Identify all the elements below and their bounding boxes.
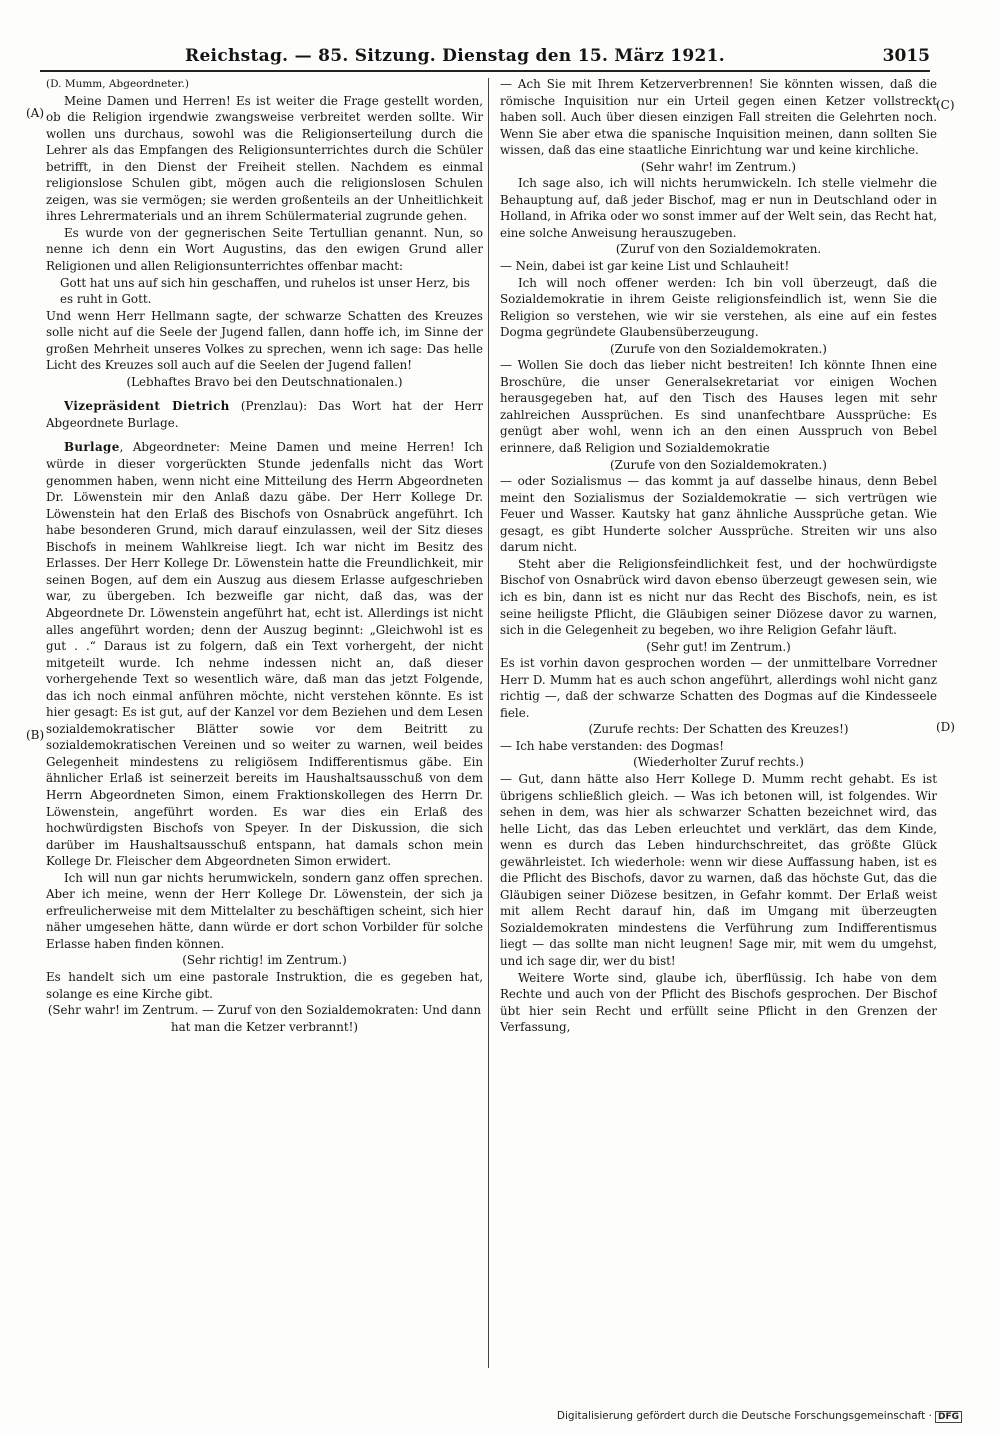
paragraph: Ich will nun gar nichts herumwickeln, sondern ganz offen sprechen. Aber ich meine, wenn der Herr Kollege Dr. Löwenstein, der sich ja erfreulicherweise mit dem Mittelalter zu beschäftigen scheint, sich hier näher umgesehen hätte, dann würde er dort schon Vorbilder für solche Erlasse haben finden können. [46, 870, 483, 951]
digitization-credit [557, 1410, 962, 1422]
speaker-turn [46, 398, 483, 431]
column-divider [488, 78, 489, 1368]
page-header [40, 46, 930, 72]
interjection: (Zuruf von den Sozialdemokraten. [615, 242, 822, 257]
interjection: (Sehr gut! im Zentrum.) [646, 639, 791, 654]
paragraph: Es wurde von der gegnerischen Seite Tertullian genannt. Nun, so nenne ich denn ein Wort Augustins, das den ewigen Grund aller Religionen und allen Religionsunterrichtes offenbar macht: [46, 225, 483, 274]
credit-text: Digitalisierung gefördert durch die Deutsche Forschungsgemeinschaft · [556, 1410, 932, 1422]
spacer [46, 431, 483, 439]
right-column [500, 76, 937, 1366]
speaker-turn [46, 439, 483, 869]
speaker-name: Vizepräsident Dietrich [64, 399, 230, 414]
paragraph: Und wenn Herr Hellmann sagte, der schwarze Schatten des Kreuzes solle nicht auf die Seele der Jugend fallen, dann hoffe ich, im Sinne der großen Mehrheit unseres Volkes zu sprechen, wenn ich sage: Das helle Licht des Kreuzes soll auch auf die Seelen der Jugend fallen! [46, 308, 483, 373]
interjection: (Zurufe von den Sozialdemokraten.) [610, 341, 827, 356]
margin-marker-d: (D) [936, 720, 955, 734]
interjection: (Zurufe rechts: Der Schatten des Kreuzes!) [588, 722, 849, 737]
page-number: 3015 [882, 46, 930, 66]
interjection: (Sehr wahr! im Zentrum.) [640, 159, 797, 174]
interjection: (Wiederholter Zuruf rechts.) [633, 755, 804, 770]
interjection: (Zurufe von den Sozialdemokraten.) [610, 457, 827, 472]
dfg-logo: DFG [935, 1411, 962, 1423]
speaker-attribution: (D. Mumm, Abgeordneter.) [46, 78, 189, 90]
speaker-name: Burlage [64, 440, 120, 455]
spacer [46, 390, 483, 398]
paragraph: — Wollen Sie doch das lieber nicht bestreiten! Ich könnte Ihnen eine Broschüre, die unser Generalsekretariat vor einigen Wochen herausgegeben hat, auf den Tisch des Hauses legen mit sehr zahlreichen Aussprüchen. Es sind unanfechtbare Aussprüche: Es genügt aber wohl, wenn ich an den einen Ausspruch von Bebel erinnere, daß Religion und Sozialdemokratie [500, 358, 937, 456]
margin-marker-b: (B) [26, 728, 45, 742]
paragraph: — Ich habe verstanden: des Dogmas! [500, 738, 724, 753]
running-head: Reichstag. — 85. Sitzung. Dienstag den 15. März 1921. [185, 46, 725, 66]
paragraph: Es handelt sich um eine pastorale Instruktion, die es gegeben hat, solange es eine Kirche gibt. [46, 969, 483, 1001]
paragraph: — Ach Sie mit Ihrem Ketzerverbrennen! Sie könnten wissen, daß die römische Inquisition nur ein Urteil gegen einen Ketzer vollstreckt haben soll. Auch über diesen einzigen Fall streiten die Gelehrten noch. Wenn Sie aber etwa die spanische Inquisition meinen, dann sollten Sie wissen, daß das eine staatliche Einrichtung war und keine kirchliche. [500, 77, 937, 158]
interjection: (Sehr richtig! im Zentrum.) [182, 953, 347, 968]
quotation: Gott hat uns auf sich hin geschaffen, und ruhelos ist unser Herz, bis es ruht in Gott. [60, 275, 470, 307]
paragraph: Ich sage also, ich will nichts herumwickeln. Ich stelle vielmehr die Behauptung auf, daß jeder Bischof, mag er nun in Deutschland oder in Holland, in Afrika oder wo sonst immer auf der Welt sein, das Recht hat, eine solche Anweisung herauszugeben. [500, 176, 937, 240]
interjection: (Sehr wahr! im Zentrum. — Zuruf von den Sozialdemokraten: Und dann hat man die Ketzer verbrannt!) [47, 1003, 482, 1034]
paragraph: Steht aber die Religionsfeindlichkeit fest, und der hochwürdigste Bischof von Osnabrück wird davon ebenso überzeugt gewesen sein, wie ich es bin, dann ist es nicht nur das Recht des Bischofs, nein, es ist seine heiligste Pflicht, die Gläubigen seiner Diözese davor zu warnen, sich in die Gelegenheit zu begeben, wo ihre Religion Gefahr läuft. [500, 556, 937, 638]
speaker-text: (Prenzlau): Das Wort hat der Herr Abgeordnete Burlage. [46, 399, 483, 430]
paragraph: Weitere Worte sind, glaube ich, überflüssig. Ich habe von dem Rechte und auch von der Pflicht des Bischofs gesprochen. Der Bischof übt hier sein Recht und erfüllt seine Pflicht in den Grenzen der Verfassung, [500, 970, 937, 1035]
interjection: (Lebhaftes Bravo bei den Deutschnationalen.) [126, 374, 403, 389]
speaker-text: , Abgeordneter: Meine Damen und meine Herren! Ich würde in dieser vorgerückten Stunde jedenfalls nicht das Wort genommen haben, wenn nicht eine Mitteilung des Herrn Abgeordneten Dr. Löwenstein mir den Anlaß dazu gäbe. Der Herr Kollege Dr. Löwenstein hat den Erlaß des Bischofs von Osnabrück angeführt. Ich habe besonderen Grund, mich darauf einzulassen, weil der Sitz dieses Bischofs in meinem Wahlkreise liegt. Ich war nicht im Besitz des Erlasses. Der Herr Kollege Dr. Löwenstein hatte die Freundlichkeit, mir seinen Bogen, auf dem ein Auszug aus diesem Erlasse aufgeschrieben war, zu übergeben. Ich bezweifle gar nicht, daß das, was der Abgeordnete Dr. Löwenstein angeführt hat, echt ist. Allerdings ist nicht alles angeführt worden; denn der Auszug beginnt: „Gleichwohl ist es gut . .“ Daraus ist zu folgern, daß ein Text vorhergeht, der nicht mitgeteilt wurde. Ich nehme indessen nicht an, daß dieser vorhergehende Text so wesentlich wäre, daß man das jetzt Folgende, das ich noch einmal anführen möchte, nicht verstehen könnte. Es ist hier gesagt: Es ist gut, auf der Kanzel vor dem Beziehen und dem Lesen sozialdemokratischer Blätter sowie vor dem Beitritt zu sozialdemokratischen Vereinen und so weiter zu warnen, weil beides Gelegenheit mindestens zu religiösem Indifferentismus gäbe. Ein ähnlicher Erlaß ist seinerzeit bereits im Haushaltsausschuß von dem Herrn Abgeordneten Simon, einem Fraktionskollegen des Herrn Dr. Löwenstein, angeführt worden. Es war dies ein Erlaß des hochwürdigsten Bischofs von Speyer. In der Diskussion, die sich darüber im Haushaltsausschuß entspann, hat damals schon mein Kollege Dr. Fleischer dem Abgeordneten Simon erwidert. [46, 440, 483, 869]
margin-marker-a: (A) [26, 106, 45, 120]
paragraph: Es ist vorhin davon gesprochen worden — der unmittelbare Vorredner Herr D. Mumm hat es auch schon angeführt, allerdings wohl nicht ganz richtig —, daß der schwarze Schatten des Dogmas auf die Kindesseele fiele. [500, 656, 937, 720]
paragraph: Ich will noch offener werden: Ich bin voll überzeugt, daß die Sozialdemokratie in ihrem Geiste religionsfeindlich ist, wenn Sie die Religion so verstehen, wie wir sie verstehen, als eine auf ein festes Dogma gegründete Glaubensüberzeugung. [500, 275, 937, 340]
margin-marker-c: (C) [936, 98, 955, 112]
paragraph: Meine Damen und Herren! Es ist weiter die Frage gestellt worden, ob die Religion irgendwie zwangsweise verbreitet werden sollte. Wir wollen uns durchaus, sowohl was die Religionserteilung durch die Lehrer als das Empfangen des Religionsunterrichtes durch die Schüler betrifft, in den Dienst der Freiheit stellen. Nachdem es einmal religionslose Schulen gibt, mögen auch die religionslosen Schulen zeigen, was sie vermögen; sie werden großenteils an der Unheitlichkeit ihres Lehrermaterials und an ihrem Schülermaterial zugrunde gehen. [46, 93, 483, 224]
paragraph: — Nein, dabei ist gar keine List und Schlauheit! [500, 259, 790, 274]
paragraph: — oder Sozialismus — das kommt ja auf dasselbe hinaus, denn Bebel meint den Sozialismus der Sozialdemokratie — sich vertrügen wie Feuer und Wasser. Kautsky hat ganz ähnliche Aussprüche getan. Wie gesagt, es gibt Hunderte solcher Aussprüche. Streiten wir uns also darum nicht. [500, 474, 937, 555]
paragraph: — Gut, dann hätte also Herr Kollege D. Mumm recht gehabt. Es ist übrigens schließlich gleich. — Was ich betonen will, ist folgendes. Wir sehen in dem, was hier als schwarzer Schatten bezeichnet wird, das helle Licht, das das Leben erleuchtet und verklärt, das dem Kinde, wenn es durch das Leben hindurchschreitet, das größte Glück gewährleistet. Ich wiederhole: wenn wir diese Auffassung haben, ist es die Pflicht des Bischofs, davor zu warnen, daß das höchste Gut, das die Gläubigen seiner Diözese besitzen, in Gefahr kommt. Der Erlaß weist mit allem Recht darauf hin, daß im Umgang mit überzeugten Sozialdemokraten mindestens die Verführung zum Indifferentismus liegt — das sollte man nicht leugnen! Sage mir, mit wem du umgehst, und ich sage dir, wer du bist! [500, 771, 937, 968]
left-column [46, 76, 483, 1366]
